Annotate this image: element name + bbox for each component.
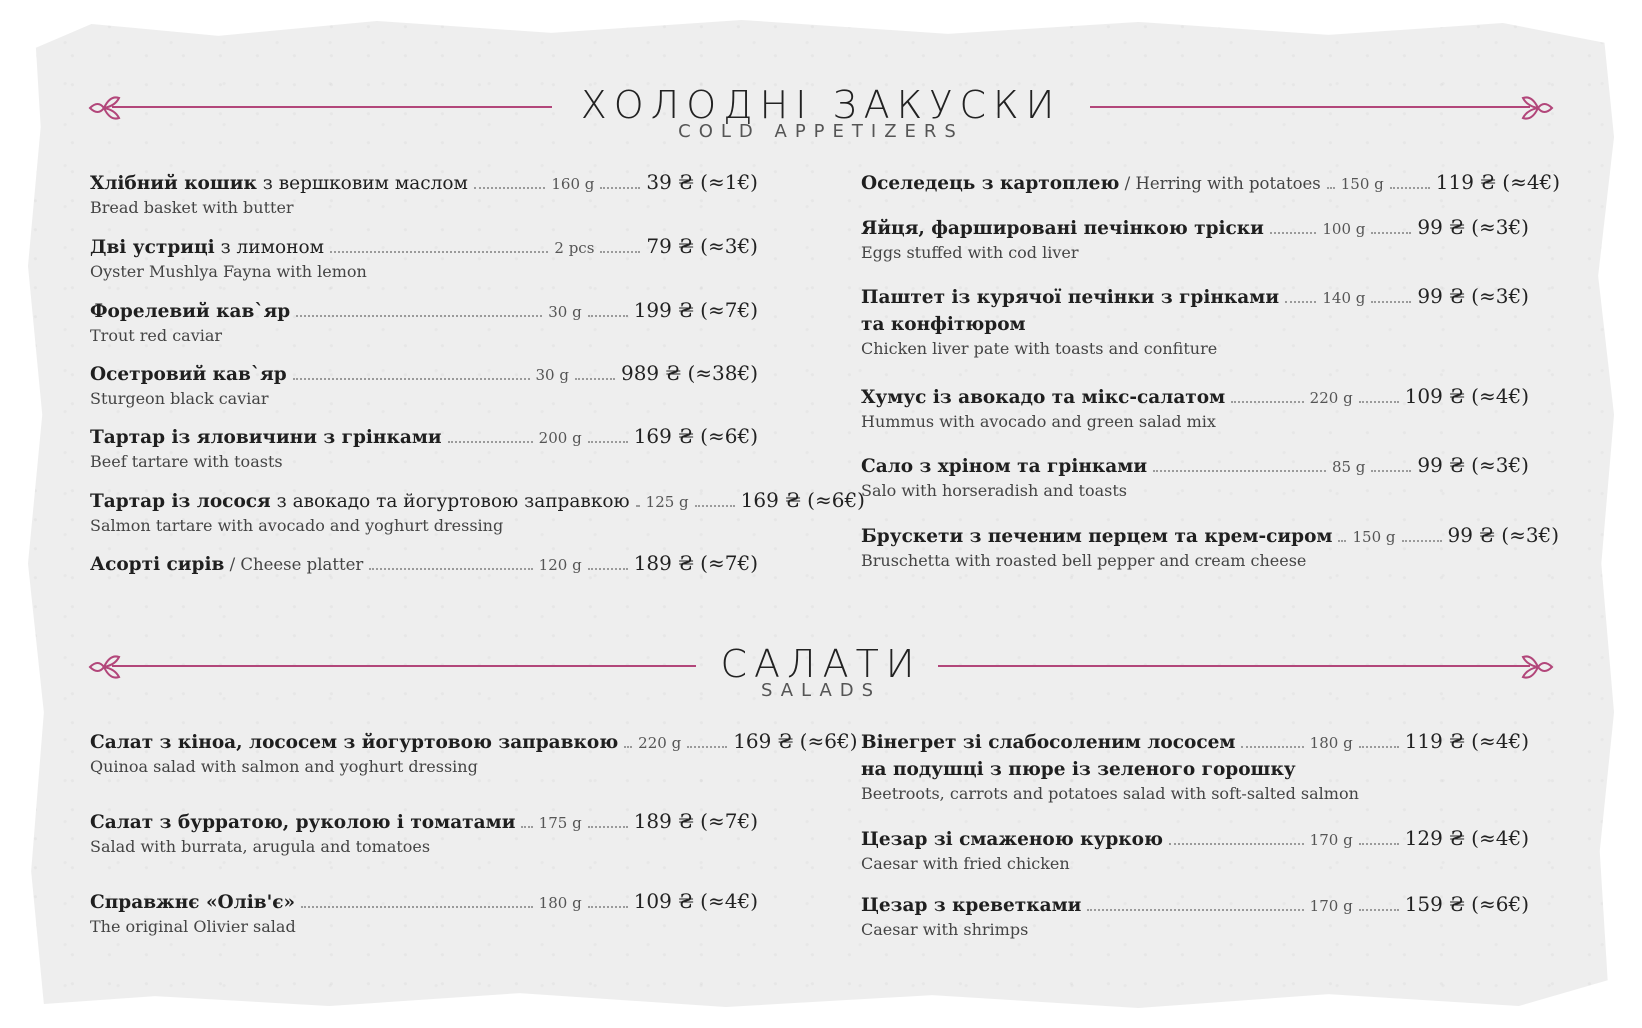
item-weight: 170 g — [1309, 831, 1353, 849]
leaf-ornament-icon — [1518, 652, 1556, 682]
item-price: 119 ₴ (≈4€) — [1404, 729, 1529, 753]
item-english-inline: / Herring with potatoes — [1119, 174, 1321, 193]
item-price: 189 ₴ (≈7€) — [633, 809, 758, 833]
item-name-line2: та конфітюром — [861, 314, 1026, 335]
item-name: Тартар із яловичини з грінками — [90, 427, 442, 448]
item-name: Справжнє «Олів'є» — [90, 892, 296, 913]
item-name: Салат з кіноа, лососем з йогуртовою заправкою — [90, 732, 619, 753]
item-price: 169 ₴ (≈6€) — [740, 488, 865, 512]
item-weight: 220 g — [1309, 389, 1353, 407]
menu-item — [861, 453, 1529, 500]
divider-line-right — [938, 665, 1530, 667]
item-weight: 160 g — [551, 175, 595, 193]
salads-section-header — [0, 642, 1642, 701]
cold-section-subtitle: COLD APPETIZERS — [678, 121, 964, 142]
menu-item — [90, 424, 758, 471]
item-price: 159 ₴ (≈6€) — [1404, 892, 1529, 916]
item-english-name: Salo with horseradish and toasts — [861, 481, 1128, 500]
item-name-rest: з вершковим маслом — [256, 173, 468, 194]
item-name: Цезар зі смаженою куркою — [861, 829, 1163, 850]
item-weight: 140 g — [1322, 289, 1366, 307]
item-name: Вінегрет зі слабосоленим лососем — [861, 732, 1236, 753]
divider-line-right — [1090, 106, 1530, 108]
item-name: Форелевий кав`яр — [90, 301, 291, 322]
menu-item — [861, 170, 1561, 194]
item-price: 79 ₴ (≈3€) — [646, 234, 758, 258]
menu-item — [90, 361, 758, 408]
salads-section-subtitle: SALADS — [760, 680, 882, 701]
leaf-ornament-icon — [1518, 93, 1556, 123]
item-english-name: Oyster Mushlya Fayna with lemon — [90, 262, 367, 281]
item-weight: 150 g — [1352, 528, 1396, 546]
menu-item — [90, 551, 758, 575]
item-name: Тартар із лосося — [90, 491, 271, 512]
item-name: Салат з бурратою, руколою і томатами — [90, 812, 516, 833]
item-weight: 120 g — [538, 556, 582, 574]
item-weight: 170 g — [1309, 897, 1353, 915]
item-name: Дві устриці — [90, 237, 215, 258]
salads-section-title: САЛАТИ — [720, 642, 922, 686]
item-weight: 175 g — [538, 814, 582, 832]
divider-line-left — [112, 665, 696, 667]
menu-item — [90, 889, 758, 936]
item-name: Брускети з печеним перцем та крем-сиром — [861, 526, 1333, 547]
menu-item — [861, 826, 1529, 873]
item-english-name: Quinoa salad with salmon and yoghurt dressing — [90, 757, 478, 776]
item-weight: 125 g — [645, 493, 689, 511]
item-name: Яйця, фаршировані печінкою тріски — [861, 218, 1264, 239]
item-english-name: Salmon tartare with avocado and yoghurt dressing — [90, 516, 504, 535]
menu-item — [861, 384, 1529, 431]
item-name: Сало з хріном та грінками — [861, 456, 1148, 477]
item-weight: 85 g — [1331, 458, 1366, 476]
item-name-line2: на подушці з пюре із зеленого горошку — [861, 759, 1296, 780]
item-name-rest: з лимоном — [214, 237, 325, 258]
item-weight: 30 g — [535, 366, 569, 384]
item-name: Хумус із авокадо та мікс-салатом — [861, 387, 1226, 408]
item-price: 189 ₴ (≈7€) — [633, 551, 758, 575]
item-english-inline: / Cheese platter — [224, 555, 364, 574]
item-weight: 2 pcs — [554, 239, 595, 257]
item-english-name: Beetroots, carrots and potatoes salad with soft-salted salmon — [861, 784, 1359, 803]
item-price: 99 ₴ (≈3€) — [1417, 284, 1529, 308]
menu-item — [861, 284, 1529, 358]
item-price: 99 ₴ (≈3€) — [1417, 215, 1529, 239]
item-name: Хлібний кошик — [90, 173, 257, 194]
item-price: 989 ₴ (≈38€) — [620, 361, 758, 385]
item-english-name: Trout red caviar — [90, 326, 223, 345]
divider-line-left — [112, 106, 552, 108]
item-english-name: Sturgeon black caviar — [90, 389, 269, 408]
item-weight: 200 g — [538, 429, 582, 447]
cold-section-header — [0, 83, 1642, 142]
item-price: 199 ₴ (≈7€) — [633, 298, 758, 322]
menu-item — [90, 298, 758, 345]
leaf-ornament-icon — [86, 93, 124, 123]
item-english-name: The original Olivier salad — [90, 917, 296, 936]
item-name: Паштет із курячої печінки з грінками — [861, 287, 1280, 308]
item-weight: 100 g — [1322, 220, 1366, 238]
item-name: Асорті сирів — [90, 554, 225, 575]
item-english-name: Beef tartare with toasts — [90, 452, 283, 471]
item-price: 169 ₴ (≈6€) — [733, 729, 858, 753]
item-weight: 150 g — [1340, 175, 1384, 193]
item-english-name: Salad with burrata, arugula and tomatoes — [90, 837, 431, 856]
item-english-name: Bread basket with butter — [90, 198, 294, 217]
item-price: 99 ₴ (≈3€) — [1447, 523, 1560, 547]
item-english-name: Caesar with shrimps — [861, 920, 1029, 939]
item-english-name: Hummus with avocado and green salad mix — [861, 412, 1216, 431]
item-weight: 30 g — [548, 303, 582, 321]
menu-item — [861, 523, 1560, 570]
item-name: Оселедець з картоплею — [861, 173, 1120, 194]
menu-item — [90, 488, 865, 535]
item-english-name: Chicken liver pate with toasts and confiture — [861, 339, 1218, 358]
item-weight: 180 g — [538, 894, 582, 912]
cold-section-title: ХОЛОДНІ ЗАКУСКИ — [580, 83, 1062, 127]
menu-item — [861, 729, 1529, 803]
item-name: Осетровий кав`яр — [90, 364, 287, 385]
item-name: Цезар з креветками — [861, 895, 1082, 916]
leaf-ornament-icon — [86, 652, 124, 682]
item-weight: 220 g — [638, 734, 682, 752]
item-english-name: Caesar with fried chicken — [861, 854, 1070, 873]
item-price: 129 ₴ (≈4€) — [1404, 826, 1529, 850]
item-price: 99 ₴ (≈3€) — [1417, 453, 1529, 477]
menu-item — [90, 234, 758, 281]
item-english-name: Eggs stuffed with cod liver — [861, 243, 1079, 262]
menu-item — [90, 170, 758, 217]
menu-item — [861, 892, 1529, 939]
item-price: 39 ₴ (≈1€) — [646, 170, 758, 194]
item-english-name: Bruschetta with roasted bell pepper and cream cheese — [861, 551, 1307, 570]
menu-item — [90, 809, 758, 856]
menu-item — [90, 729, 858, 776]
item-price: 119 ₴ (≈4€) — [1435, 170, 1561, 194]
item-price: 109 ₴ (≈4€) — [1404, 384, 1529, 408]
item-name-rest: з авокадо та йогуртовою заправкою — [270, 491, 630, 512]
menu-item — [861, 215, 1529, 262]
item-weight: 180 g — [1309, 734, 1353, 752]
item-price: 109 ₴ (≈4€) — [633, 889, 758, 913]
item-price: 169 ₴ (≈6€) — [633, 424, 758, 448]
